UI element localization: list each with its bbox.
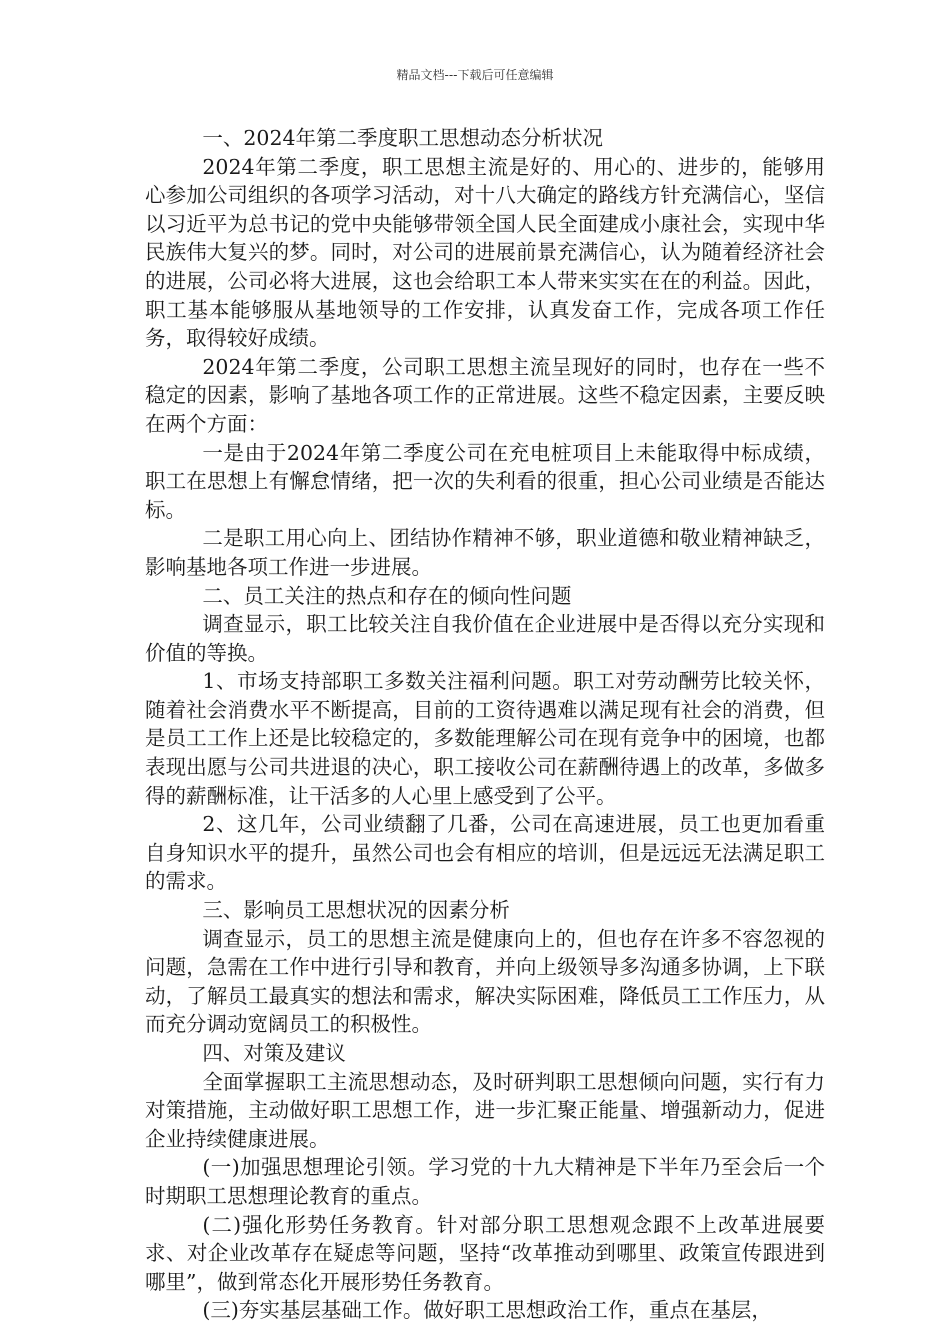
paragraph: (三)夯实基层基础工作。做好职工思想政治工作，重点在基层， — [202, 1298, 772, 1323]
paragraph: (二)强化形势任务教育。针对部分职工思想观念跟不上改革进展要求、对企业改革存在疑虑等问题，坚持“改革推动到哪里、政策宣传跟进到哪里”，做到常态化开展形势任务教育。 — [145, 1212, 825, 1294]
section-heading-1: 一、2024年第二季度职工思想动态分析状况 — [202, 126, 604, 150]
page-header: 精品文档---下载后可任意编辑 — [396, 68, 554, 82]
paragraph: 2、这几年，公司业绩翻了几番，公司在高速进展，员工也更加看重自身知识水平的提升，虽然公司也会有相应的培训，但是远远无法满足职工的需求。 — [145, 812, 825, 894]
paragraph: (一)加强思想理论引领。学习党的十九大精神是下半年乃至会后一个时期职工思想理论教育的重点。 — [145, 1155, 825, 1208]
paragraph: 2024年第二季度，公司职工思想主流呈现好的同时，也存在一些不稳定的因素，影响了基地各项工作的正常进展。这些不稳定因素，主要反映在两个方面： — [145, 354, 825, 436]
paragraph: 2024年第二季度，职工思想主流是好的、用心的、进步的，能够用心参加公司组织的各项学习活动，对十八大确定的路线方针充满信心，坚信以习近平为总书记的党中央能够带领全国人民全面建成小康社会，实现中华民族伟大复兴的梦。同时，对公司的进展前景充满信心，认为随着经济社会的进展，公司必将大进展，这也会给职工本人带来实实在在的利益。因此，职工基本能够服从基地领导的工作安排，认真发奋工作，完成各项工作任务，取得较好成绩。 — [145, 154, 825, 351]
paragraph: 1、市场支持部职工多数关注福利问题。职工对劳动酬劳比较关怀，随着社会消费水平不断提高，目前的工资待遇难以满足现有社会的消费，但是员工工作上还是比较稳定的，多数能理解公司在现有竞争中的困境，也都表现出愿与公司共进退的决心，职工接收公司在薪酬待遇上的改革，多做多得的薪酬标准，让干活多的人心里上感受到了公平。 — [145, 669, 825, 808]
section-heading-4: 四、对策及建议 — [202, 1041, 346, 1065]
section-heading-2: 二、员工关注的热点和存在的倾向性问题 — [202, 583, 572, 608]
document-body — [145, 124, 825, 1325]
paragraph: 调查显示，职工比较关注自我价值在企业进展中是否得以充分实现和价值的等换。 — [145, 612, 825, 665]
section-heading-3: 三、影响员工思想状况的因素分析 — [202, 898, 510, 923]
paragraph: 全面掌握职工主流思想动态，及时研判职工思想倾向问题，实行有力对策措施，主动做好职工思想工作，进一步汇聚正能量、增强新动力，促进企业持续健康进展。 — [145, 1069, 825, 1151]
paragraph: 调查显示，员工的思想主流是健康向上的，但也存在许多不容忽视的问题，急需在工作中进行引导和教育，并向上级领导多沟通多协调，上下联动，了解员工最真实的想法和需求，解决实际困难，降低员工工作压力，从而充分调动宽阔员工的积极性。 — [145, 926, 825, 1037]
paragraph: 一是由于2024年第二季度公司在充电桩项目上未能取得中标成绩，职工在思想上有懈怠情绪，把一次的失利看的很重，担心公司业绩是否能达标。 — [145, 440, 825, 522]
paragraph: 二是职工用心向上、团结协作精神不够，职业道德和敬业精神缺乏，影响基地各项工作进一步进展。 — [145, 526, 825, 579]
